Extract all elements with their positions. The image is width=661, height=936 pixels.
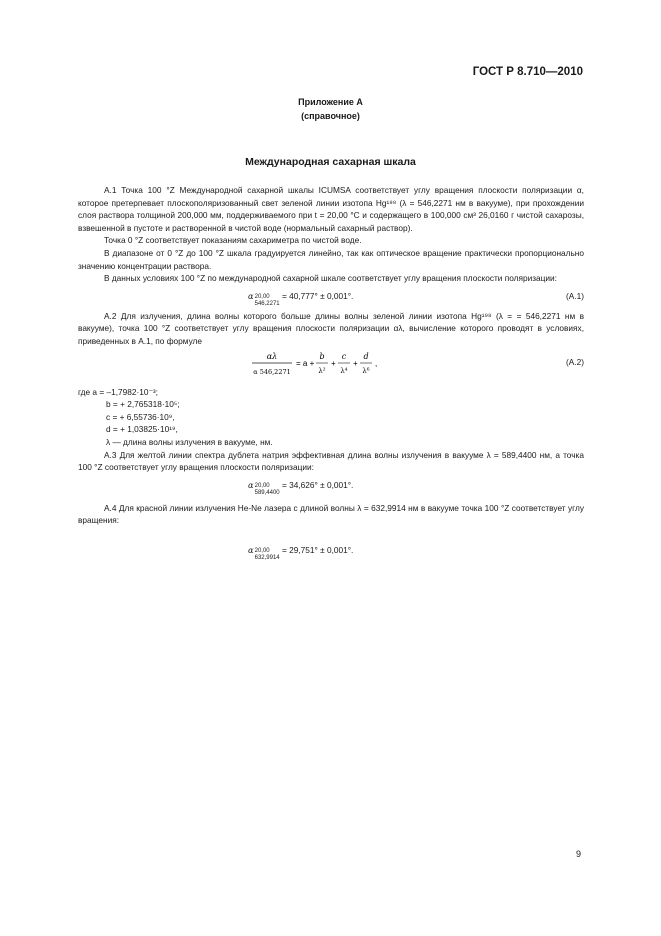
coef-a: где a = –1,7982·10⁻³; <box>78 386 158 397</box>
formula-a2-numerator: αλ <box>266 351 278 361</box>
appendix-title: Приложение А <box>298 97 363 107</box>
formula-a3-rhs: = 34,626° ± 0,001°. <box>281 479 354 490</box>
formula-a2-l6: λ⁶ <box>362 366 370 375</box>
section-title: Международная сахарная шкала <box>245 156 416 168</box>
formula-a1-sup: 20,00 <box>254 293 270 300</box>
svg-text:+: + <box>331 358 336 368</box>
formula-a1 <box>78 287 584 307</box>
formula-a3-sub: 589,4400 <box>254 489 280 496</box>
coef-b: b = + 2,765318·10⁵; <box>106 399 180 410</box>
formula-a2-d: d <box>363 351 369 361</box>
formula-a2-fraction <box>250 350 450 384</box>
formula-a2-c: c <box>341 351 347 361</box>
paragraph-zero-point: Точка 0 °Z соответствует показаниям сахариметра по чистой воде. <box>104 235 362 246</box>
formula-a4-rhs: = 29,751° ± 0,001°. <box>281 544 354 555</box>
svg-text:,: , <box>375 358 378 368</box>
paragraph-range: В диапазоне от 0 °Z до 100 °Z шкала градуируется линейно, так как оптическое вращение практически пропорционально значению концентрации раствора. <box>78 247 584 271</box>
coef-d: d = + 1,03825·10¹⁹, <box>106 424 178 435</box>
formula-a3-sup: 20,00 <box>254 482 270 489</box>
formula-a2-number: (А.2) <box>566 356 584 367</box>
formula-a1-sub: 546,2271 <box>254 300 280 307</box>
paragraph-a2: А.2 Для излучения, длина волны которого больше длины волны зеленой линии изотопа Hg¹⁹⁸ (λ = = 546,2271 нм в вакууме), точка 100 °Z соответствует углу вращения плоскости поляризации αλ, вычисление которого проводят в условиях, приведенных в А.1, по формуле <box>78 310 584 346</box>
formula-a1-rhs: = 40,777° ± 0,001°. <box>281 290 354 301</box>
formula-a4 <box>78 541 584 561</box>
paragraph-a3: А.3 Для желтой линии спектра дублета натрия эффективная длина волны излучения в вакууме λ = 589,4400 нм, а точка 100 °Z соответствует углу вращения плоскости поляризации: <box>78 449 584 473</box>
paragraph-a1: А.1 Точка 100 °Z Международной сахарной шкалы ICUMSA соответствует углу вращения плоскости поляризации α, которое претерпевает плоскополяризованный свет зеленой линии изотопа Hg¹⁹⁸ (λ = 546,2271 нм в вакууме), при прохождении слоя раствора толщиной 200,000 мм, поддерживаемого при t = 20,00 °С и содержащего в 100,000 см³ 26,0160 г чистой сахарозы, взвешенной в пустоте и растворенной в чистой воде (нормальный сахарный раствор). <box>78 185 584 233</box>
formula-a2-l4: λ⁴ <box>340 366 348 375</box>
formula-a2-denominator: α 546,2271 <box>253 367 291 376</box>
formula-a1-number: (А.1) <box>566 290 584 301</box>
formula-a4-sup: 20,00 <box>254 547 270 554</box>
document-code: ГОСТ Р 8.710—2010 <box>472 66 583 78</box>
document-body <box>78 184 584 564</box>
formula-a2-a-term: = a + <box>296 358 315 368</box>
coef-lambda: λ — длина волны излучения в вакууме, нм. <box>106 436 273 447</box>
svg-text:+: + <box>353 358 358 368</box>
formula-a3-symbol: α <box>248 479 254 490</box>
formula-a2-l2: λ² <box>318 366 326 375</box>
formula-a2-b: b <box>319 351 325 361</box>
formula-a1-symbol: α <box>248 290 254 301</box>
paragraph-a4: А.4 Для красной линии излучения He-Ne лазера с длиной волны λ = 632,9914 нм в вакууме точка 100 °Z соответствует углу вращения: <box>78 502 584 526</box>
formula-a4-sub: 632,9914 <box>254 554 280 561</box>
coefficients-list <box>78 386 584 449</box>
paragraph-conditions: В данных условиях 100 °Z по международной сахарной шкале соответствует углу вращения плоскости поляризации: <box>104 273 557 284</box>
appendix-subtitle: (справочное) <box>301 111 360 121</box>
formula-a4-symbol: α <box>248 544 254 555</box>
appendix-heading <box>0 95 661 123</box>
formula-a2 <box>78 350 584 384</box>
page-number: 9 <box>575 849 581 859</box>
formula-a3 <box>78 476 584 496</box>
coef-c: c = + 6,55736·10⁹, <box>106 411 175 422</box>
